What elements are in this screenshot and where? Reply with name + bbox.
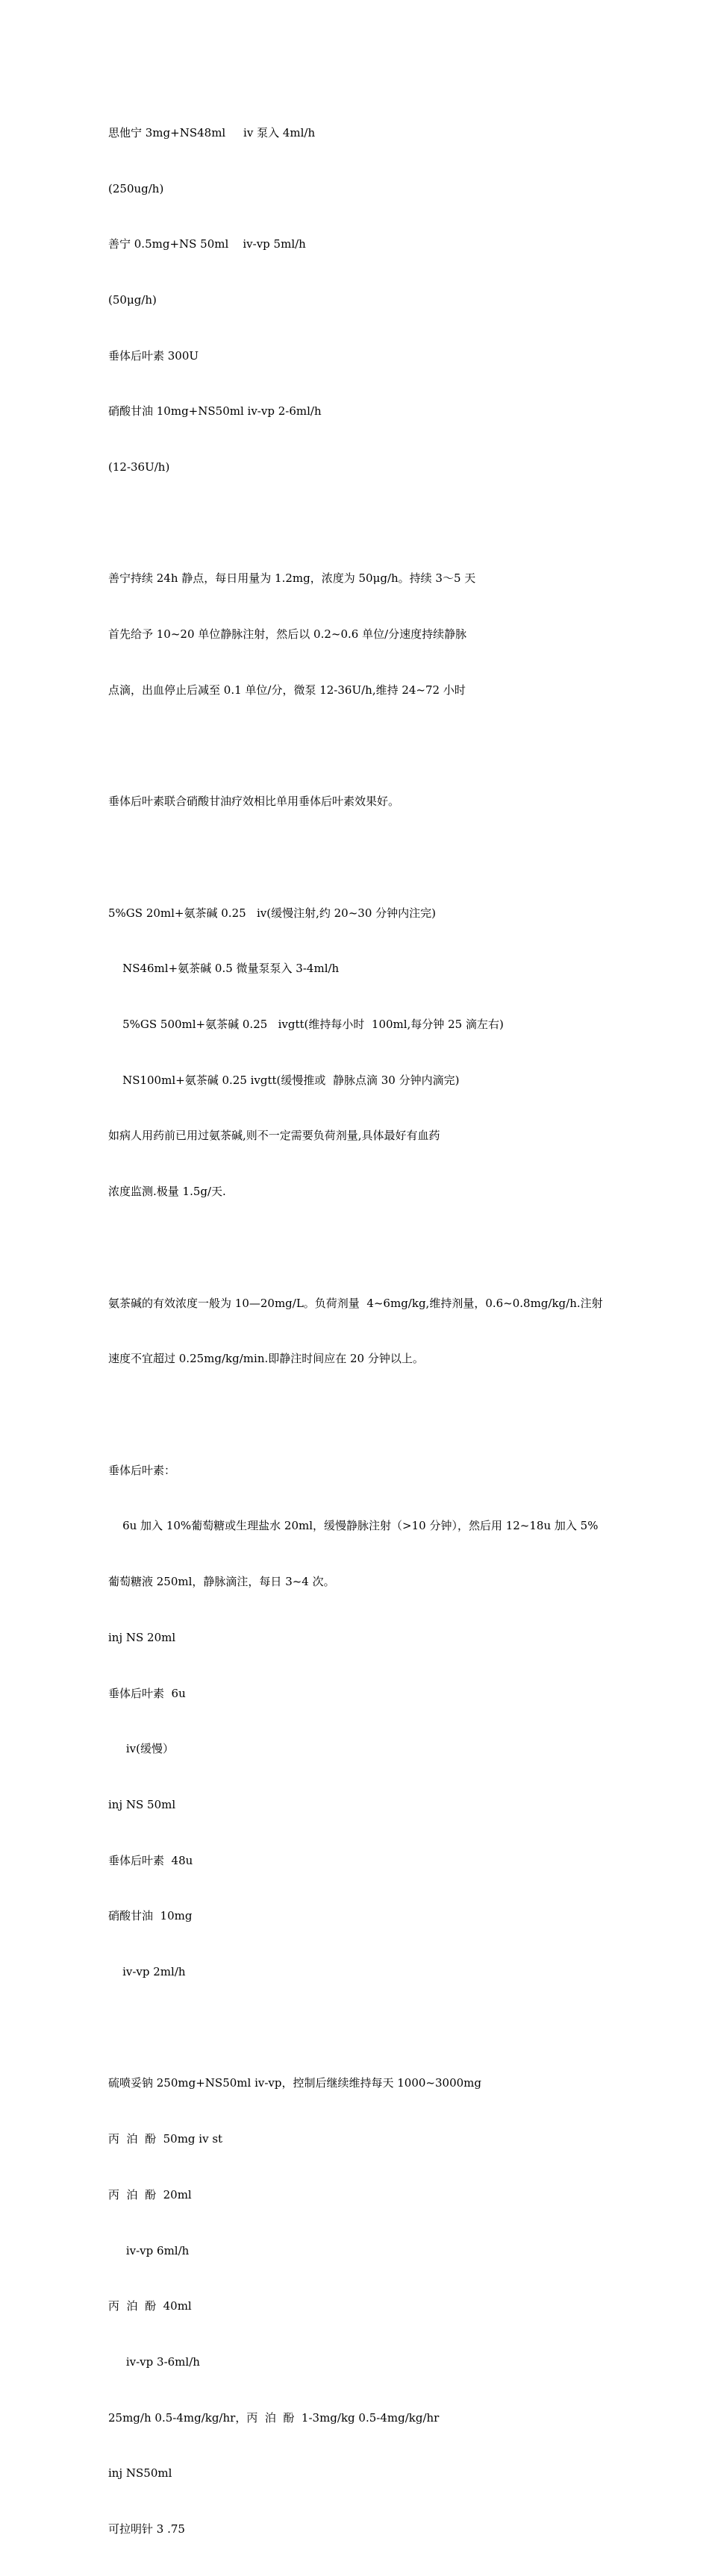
text-line: 硝酸甘油 10mg: [108, 1909, 193, 1923]
blank-line: [108, 737, 616, 756]
text-line: (12-36U/h): [108, 460, 170, 474]
text-line: 如病人用药前已用过氨茶碱,则不一定需要负荷剂量,具体最好有血药: [108, 1129, 440, 1143]
text-line: iv-vp 2ml/h: [108, 1965, 186, 1979]
text-line: inj NS 20ml: [108, 1630, 176, 1644]
text-line: iv-vp 3-6ml/h: [108, 2354, 200, 2369]
text-line: 丙 泊 酚 50mg iv st: [108, 2132, 223, 2146]
text-line: 丙 泊 酚 40ml: [108, 2299, 192, 2313]
text-line: iv-vp 6ml/h: [108, 2243, 190, 2257]
text-line: 硝酸甘油 10mg+NS50ml iv-vp 2-6ml/h: [108, 404, 322, 419]
text-line: NS100ml+氨茶碱 0.25 ivgtt(缓慢推或 静脉点滴 30 分钟内滴完): [108, 1073, 460, 1087]
text-line: NS46ml+氨茶碱 0.5 微量泵泵入 3-4ml/h: [108, 962, 340, 976]
text-line: iv(缓慢）: [108, 1742, 174, 1756]
blank-line: [108, 848, 616, 867]
text-line: 浓度监测.极量 1.5g/天.: [108, 1185, 226, 1199]
text-line: inj NS 50ml: [108, 1797, 176, 1811]
blank-line: [108, 2019, 616, 2037]
text-line: 25mg/h 0.5-4mg/kg/hr，丙 泊 酚 1-3mg/kg 0.5-4mg/kg/hr: [108, 2410, 440, 2425]
document-body: [108, 87, 616, 2576]
text-line: 氨茶碱的有效浓度一般为 10—20mg/L。负荷剂量 4~6mg/kg,维持剂量，0.6~0.8mg/kg/h.注射: [108, 1296, 603, 1310]
text-line: 硫喷妥钠 250mg+NS50ml iv-vp，控制后继续维持每天 1000~3000mg: [108, 2076, 481, 2090]
text-line: 垂体后叶素 6u: [108, 1686, 186, 1700]
blank-line: [108, 1238, 616, 1257]
text-line: inj NS50ml: [108, 2466, 172, 2481]
text-line: 点滴，出血停止后减至 0.1 单位/分，微泵 12-36U/h,维持 24~72 小时: [108, 683, 466, 697]
text-line: 善宁持续 24h 静点，每日用量为 1.2mg，浓度为 50μg/h。持续 3～5 天: [108, 571, 476, 586]
text-line: 5%GS 20ml+氨茶碱 0.25 iv(缓慢注射,约 20~30 分钟内注完): [108, 906, 436, 920]
text-line: 垂体后叶素：: [108, 1463, 176, 1477]
text-line: 葡萄糖液 250ml，静脉滴注，每日 3~4 次。: [108, 1575, 335, 1589]
text-line: 善宁 0.5mg+NS 50ml iv-vp 5ml/h: [108, 237, 306, 251]
text-line: 丙 泊 酚 20ml: [108, 2187, 192, 2201]
text-line: 思他宁 3mg+NS48ml iv 泵入 4ml/h: [108, 125, 316, 140]
text-line: 首先给予 10~20 单位静脉注射，然后以 0.2~0.6 单位/分速度持续静脉: [108, 627, 467, 642]
text-line: 垂体后叶素 48u: [108, 1853, 193, 1867]
text-line: (50μg/h): [108, 292, 157, 307]
text-line: 垂体后叶素 300U: [108, 348, 199, 363]
text-line: 速度不宜超过 0.25mg/kg/min.即静注时间应在 20 分钟以上。: [108, 1352, 424, 1366]
text-line: 5%GS 500ml+氨茶碱 0.25 ivgtt(维持每小时 100ml,每分钟 25 滴左右): [108, 1018, 504, 1032]
text-line: (250ug/h): [108, 181, 164, 195]
blank-line: [108, 1405, 616, 1424]
text-line: 垂体后叶素联合硝酸甘油疗效相比单用垂体后叶素效果好。: [108, 795, 400, 809]
text-line: 6u 加入 10%葡萄糖或生理盐水 20ml，缓慢静脉注射（>10 分钟），然后用 12~18u 加入 5%: [108, 1519, 599, 1533]
text-line: 可拉明针 3 .75: [108, 2522, 185, 2536]
blank-line: [108, 514, 616, 533]
